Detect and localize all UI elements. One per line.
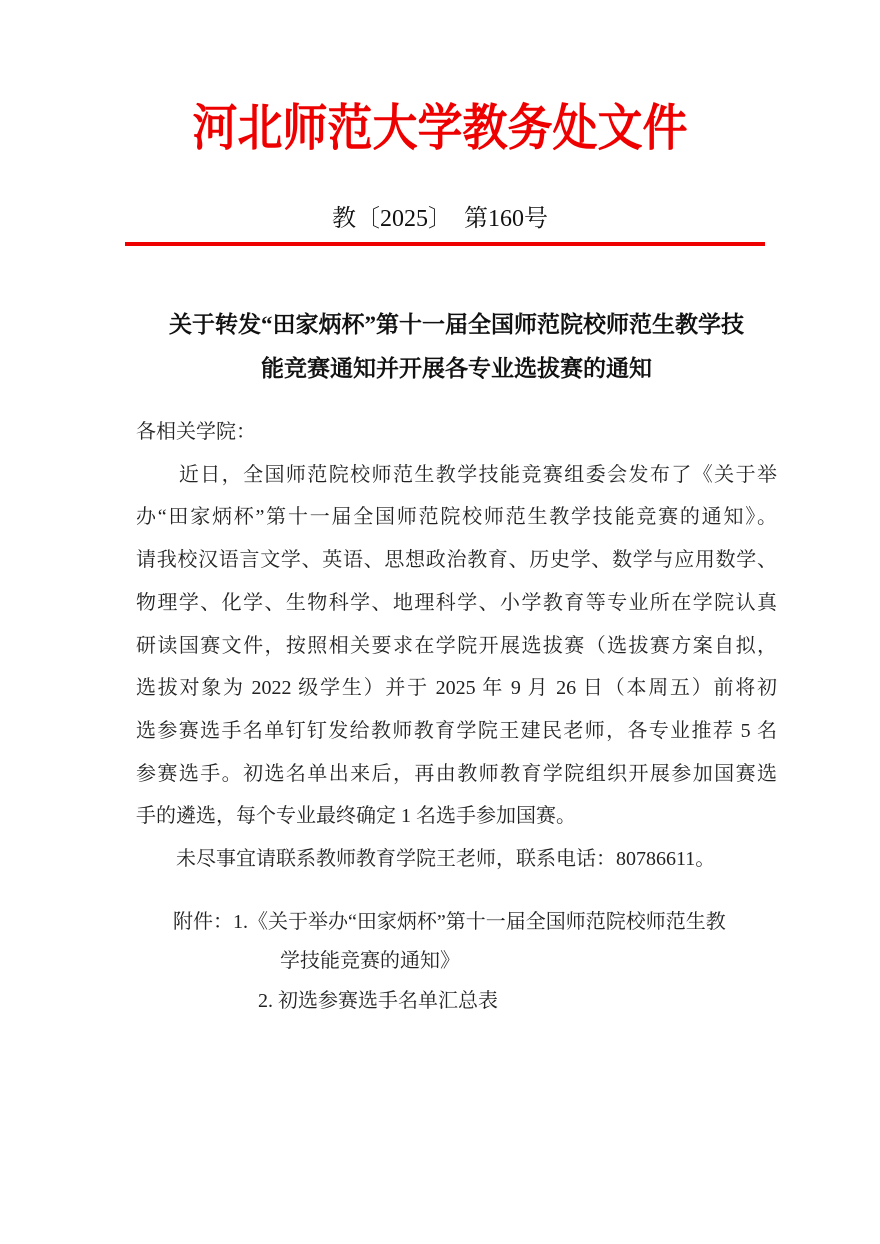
attachment-item-2: 2. 初选参赛选手名单汇总表: [258, 989, 498, 1012]
notice-title-line-2: 能竞赛通知并开展各专业选拔赛的通知: [261, 356, 652, 381]
body-line: 选参赛选手名单钉钉发给教师教育学院王建民老师，各专业推荐 5 名: [136, 719, 777, 742]
body-line: 参赛选手。初选名单出来后，再由教师教育学院组织开展参加国赛选: [136, 762, 777, 785]
notice-body: [136, 411, 777, 881]
body-line: 选拔对象为 2022 级学生）并于 2025 年 9 月 26 日（本周五）前将初: [136, 677, 777, 700]
notice-title: [136, 303, 777, 391]
attachment-item-1-line-1: 附件：1.《关于举办“田家炳杯”第十一届全国师范院校师范生教: [173, 910, 726, 933]
attachments-list: [136, 903, 777, 1022]
salutation-line: 各相关学院：: [136, 421, 256, 443]
body-line: 近日，全国师范院校师范生教学技能竞赛组委会发布了《关于举: [136, 463, 777, 486]
notice-title-line-1: 关于转发“田家炳杯”第十一届全国师范院校师范生教学技: [169, 312, 744, 337]
letterhead-divider-rule: [125, 242, 765, 246]
letterhead-org-title: 河北师范大学教务处文件: [192, 100, 688, 156]
document-number: 教〔2025〕 第160号: [332, 206, 548, 232]
attachment-item-1-line-2: 学技能竞赛的通知》: [280, 950, 460, 973]
body-line: 研读国赛文件，按照相关要求在学院开展选拔赛（选拔赛方案自拟，: [136, 634, 777, 657]
body-line: 手的遴选，每个专业最终确定 1 名选手参加国赛。: [136, 805, 576, 828]
contact-line: 未尽事宜请联系教师教育学院王老师，联系电话：80786611。: [136, 848, 716, 871]
body-line: 办“田家炳杯”第十一届全国师范院校师范生教学技能竞赛的通知》。: [136, 506, 777, 529]
body-line: 物理学、化学、生物科学、地理科学、小学教育等专业所在学院认真: [136, 591, 777, 614]
body-line: 请我校汉语言文学、英语、思想政治教育、历史学、数学与应用数学、: [136, 549, 777, 572]
